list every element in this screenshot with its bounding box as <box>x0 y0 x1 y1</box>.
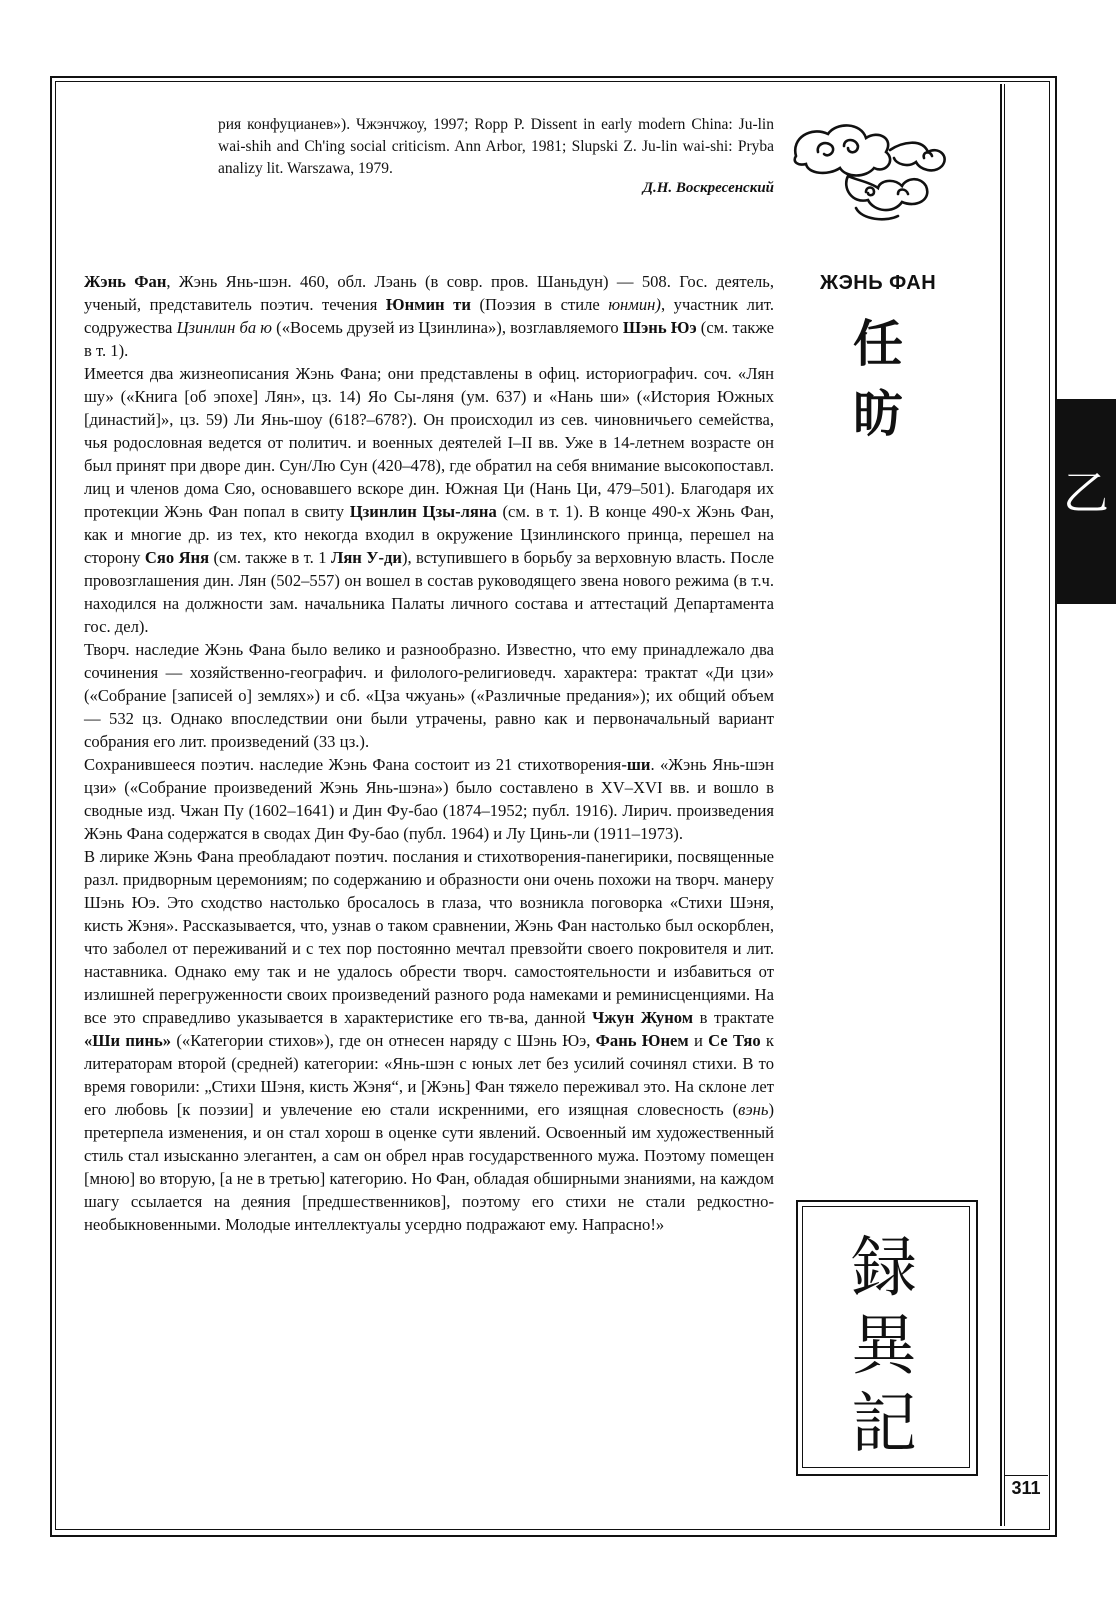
article-body <box>84 270 774 1236</box>
italic-term: Цзинлин ба ю <box>176 318 272 337</box>
cloud-ornament-icon <box>786 116 956 226</box>
cross-reference-term: Чжун Жуном <box>592 1008 694 1027</box>
tab-glyph: 乙 <box>1063 466 1109 520</box>
text-run: ), вступившего в борьбу за верховную власть. После провозглашения дин. Лян (502–557) он вошел в состав руководящего звена нового режима (в т.ч. находился на должности зам. начальника Палаты личного состава и аттестаций Департамента гос. дел). <box>84 548 774 636</box>
cross-reference-term: Сяо Яня <box>144 548 210 567</box>
author-signature: Д.Н. Воскресенский <box>642 180 774 196</box>
text-run: . «Жэнь Янь-шэн цзи» («Собрание произведений Жэнь Янь-шэна») было составлено в XV–XVI вв. и вошло в сводные изд. Чжан Пу (1602–1641) и Дин Фу-бао (1874–1952; публ. 1916). Лирич. произведения Жэнь Фана содержатся в сводах Дин Фу-бао (публ. 1964) и Лу Цинь-ли (1911–1973). <box>84 755 774 843</box>
italic-term: юнмин) <box>608 295 661 314</box>
section-thumb-tab <box>1057 399 1116 604</box>
article-paragraph <box>84 270 774 362</box>
text-run: («Категории стихов»), где он отнесен наряду с Шэнь Юэ, <box>171 1031 596 1050</box>
cross-reference-term: Цзинлин Цзы-ляна <box>349 502 497 521</box>
cross-reference-term: Се Тяо <box>708 1031 761 1050</box>
text-run: ) претерпела изменения, и он стал хорош в оценке сути явлений. Освоенный им художественный стиль стал изысканно элегантен, а сам он обрел нрав государственного мужа. Поэтому помещен [мною] во вторую, [а не в третью] категорию. Но Фан, обладая обширными знаниями, на каждом шагу ссылается на деяния [предшественников], поэтому его стихи не стали редкостно-необыкновенными. Молодые интеллектуалы усердно подражают ему. Напрасно!» <box>84 1100 774 1234</box>
cross-reference-term: ши <box>626 755 651 774</box>
text-run: Имеется два жизнеописания Жэнь Фана; они представлены в офиц. историографич. соч. «Лян шу» («Книга [об эпохе] Лян», цз. 14) Яо Сы-ляня (ум. 637) и «Нань ши» («История Южных [династий]», цз. 59) Ли Янь-шоу (618?–678?). Он происходил из сев. чиновничьего семейства, чья родословная ведется от политич. и военных деятелей I–II вв. Уже в 14-летнем возрасте он был принят при дворе дин. Сун/Лю Сун (420–478), где обратил на себя внимание высокопоставл. лиц и членов дома Сяо, основавшего вскоре дин. Южная Ци (Нань Ци, 479–501). Благодаря их протекции Жэнь Фан попал в свиту <box>84 364 774 521</box>
text-run: (см. также в т. 1 <box>209 548 331 567</box>
italic-term: вэнь <box>738 1100 769 1119</box>
hanzi-ren: 任 <box>853 315 903 373</box>
article-paragraph <box>84 845 774 1236</box>
article-heading: ЖЭНЬ ФАН <box>820 272 937 294</box>
seal-glyph-1: 録 <box>851 1229 917 1306</box>
seal-glyph-3: 記 <box>851 1385 917 1462</box>
text-run: , участник лит. содружества <box>84 295 774 337</box>
text-run: В лирике Жэнь Фана преобладают поэтич. послания и стихотворения-панегирики, посвященные разл. придворным церемониям; по содержанию и образности они очень похожи на творч. манеру Шэнь Юэ. Это сходство настолько бросалось в глаза, что возникла поговорка «Стихи Шэня, кисть Жэня». Рассказывается, что, узнав о таком сравнении, Жэнь Фан настолько был оскорблен, что заболел от переживаний и с тех пор постоянно мечтал превзойти своего покровителя и лит. наставника. Однако ему так и не удалось обрести творч. самостоятельности и избавиться от излишней перегруженности своих произведений разного рода намеками и реминисценциями. На все это справедливо указывается в характеристике его тв-ва, данной <box>84 847 774 1027</box>
text-run: к литераторам второй (средней) категории: «Янь-шэн с юных лет без усилий сочинял стихи. В то время говорили: „Стихи Шэня, кисть Жэня“, и [Жэнь] Фан тяжело переживал это. На склоне лет его любовь [к поэзии] и увлечение ею стали искренними, его изящная словесность ( <box>84 1031 774 1119</box>
article-paragraph <box>84 362 774 638</box>
article-paragraph <box>84 638 774 753</box>
text-run: (см. также в т. 1). <box>84 318 774 360</box>
cross-reference-term: Шэнь Юэ <box>622 318 697 337</box>
text-run: Сохранившееся поэтич. наследие Жэнь Фана состоит из 21 стихотворения- <box>84 755 627 774</box>
cross-reference-term: «Ши пинь» <box>84 1031 172 1050</box>
text-run: (Поэзия в стиле <box>470 295 609 314</box>
text-run: («Восемь друзей из Цзинлина»), возглавляемого <box>272 318 623 337</box>
cross-reference-term: Лян У-ди <box>330 548 402 567</box>
previous-article-tail: рия конфуцианев»). Чжэнчжоу, 1997; Ropp P. Dissent in early modern China: Ju-lin wai-shih and Ch'ing social criticism. Ann Arbor, 1981; Slupski Z. Ju-lin wai-shi: Pryba analizy lit. Warszawa, 1979. <box>218 116 774 177</box>
page-number: 311 <box>1011 1478 1041 1498</box>
text-run: (см. в т. 1). В конце 490-х Жэнь Фан, как и многие др. из тех, кто некогда входил в окружение Цзинлинского принца, перешел на сторону <box>84 502 774 567</box>
cross-reference-term: Фань Юнем <box>595 1031 689 1050</box>
text-run: , Жэнь Янь-шэн. 460, обл. Лэань (в совр. пров. Шаньдун) — 508. Гос. деятель, ученый, представитель поэтич. течения <box>84 272 774 314</box>
cross-reference-term: Жэнь Фан <box>84 272 167 291</box>
cross-reference-term: Юнмин ти <box>385 295 471 314</box>
article-paragraph <box>84 753 774 845</box>
right-column-rule-inner <box>1004 84 1005 1526</box>
text-run: и <box>688 1031 709 1050</box>
text-run: в трактате <box>693 1008 774 1027</box>
hanzi-fang: 昉 <box>853 385 903 443</box>
text-run: Творч. наследие Жэнь Фана было велико и разнообразно. Известно, что ему принадлежало два сочинения — хозяйственно-географич. и филолого-религиоведч. характера: трактат «Ди цзи» («Собрание [записей о] землях») и сб. «Цза чжуань» («Различные предания»); их общий объем — 532 цз. Однако впоследствии они были утрачены, равно как и первоначальный вариант собрания его лит. произведений (33 цз.). <box>84 640 774 751</box>
right-column-rule <box>1000 84 1002 1526</box>
seal-glyph-2: 異 <box>851 1307 917 1384</box>
